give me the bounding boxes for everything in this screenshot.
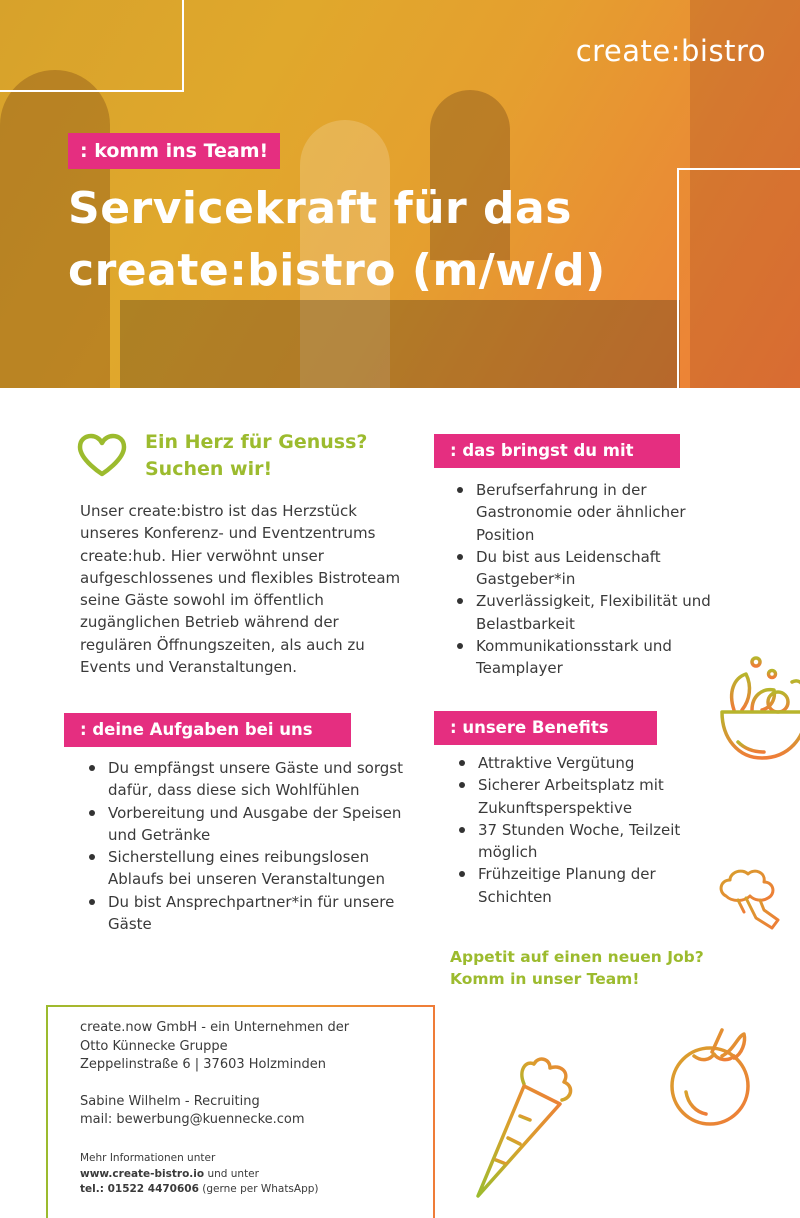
contact-person: Sabine Wilhelm - Recruiting [80,1093,260,1109]
intro-heading-line-1: Ein Herz für Genuss? [145,431,368,453]
contact-details [80,1019,420,1130]
contact-box-border-left [46,1005,48,1218]
contact-more-info [80,1151,420,1198]
intro-heading-line-2: Suchen wir! [145,458,273,480]
contact-box-border-right [433,1005,435,1218]
carrot-icon [464,1056,582,1204]
website-link[interactable]: www.create-bistro.io [80,1167,205,1180]
phone-link[interactable]: tel.: 01522 4470606 [80,1183,199,1195]
intro-text: Unser create:bistro ist das Herzstück unseres Konferenz- und Eventzentrums create:hub. Hier verwöhnt unser aufgeschlossenes und flexibles Bistroteam seine Gäste sowohl im öffentlich zugänglichen Betrieb während der regulären Öffnungszeiten, als auch zu Events und Veranstaltungen. [80,502,401,677]
list-item: Zuverlässigkeit, Flexibilität und Belastbarkeit [452,590,742,635]
company-line-2: Otto Künnecke Gruppe [80,1038,228,1054]
decorative-frame-top-left [0,0,184,92]
list-item: Attraktive Vergütung [454,752,734,774]
tomato-icon [664,1026,764,1130]
photo-counter [120,300,680,388]
cta-line-1: Appetit auf einen neuen Job? [450,948,704,966]
hero-tag: : komm ins Team! [68,133,280,169]
list-item: Du bist Ansprechpartner*in für unsere Gäste [84,891,424,936]
list-item: Berufserfahrung in der Gastronomie oder ähnlicher Position [452,479,742,546]
intro-heading [145,429,425,483]
list-item: 37 Stunden Woche, Teilzeit möglich [454,819,734,864]
website-suffix: und unter [204,1167,259,1180]
page-title [68,178,708,302]
broccoli-icon [716,866,782,936]
more-info-label: Mehr Informationen unter [80,1152,216,1164]
website-line [80,1167,420,1183]
requirements-list [452,479,742,680]
list-item: Frühzeitige Planung der Schichten [454,863,734,908]
page-title-line-1: Servicekraft für das [68,183,572,234]
contact-mail[interactable]: mail: bewerbung@kuennecke.com [80,1112,305,1127]
list-item: Du bist aus Leidenschaft Gastgeber*in [452,546,742,591]
list-item: Sicherstellung eines reibungslosen Ablaufs bei unseren Veranstaltungen [84,846,424,891]
phone-line [80,1182,420,1198]
list-item: Du empfängst unsere Gäste und sorgst dafür, dass diese sich Wohlfühlen [84,757,424,802]
list-item: Vorbereitung und Ausgabe der Speisen und Getränke [84,802,424,847]
section-heading-benefits: : unsere Benefits [434,711,657,745]
brand-logo: create:bistro [575,34,766,68]
list-item: Sicherer Arbeitsplatz mit Zukunftsperspektive [454,774,734,819]
call-to-action [450,946,750,990]
company-line-1: create.now GmbH - ein Unternehmen der [80,1020,350,1035]
contact-box [46,1005,435,1218]
section-heading-requirements: : das bringst du mit [434,434,680,468]
list-item: Kommunikationsstark und Teamplayer [452,635,742,680]
company-address: Zeppelinstraße 6 | 37603 Holzminden [80,1057,326,1072]
benefits-list [454,752,734,908]
tasks-list [84,757,424,935]
phone-suffix: (gerne per WhatsApp) [198,1183,319,1195]
page-title-line-2: create:bistro (m/w/d) [68,245,606,296]
heart-icon [76,432,128,478]
salad-bowl-icon [712,652,800,776]
hero-banner [0,0,800,388]
section-heading-tasks: : deine Aufgaben bei uns [64,713,351,747]
contact-box-border-top [46,1005,435,1007]
cta-line-2: Komm in unser Team! [450,970,640,988]
